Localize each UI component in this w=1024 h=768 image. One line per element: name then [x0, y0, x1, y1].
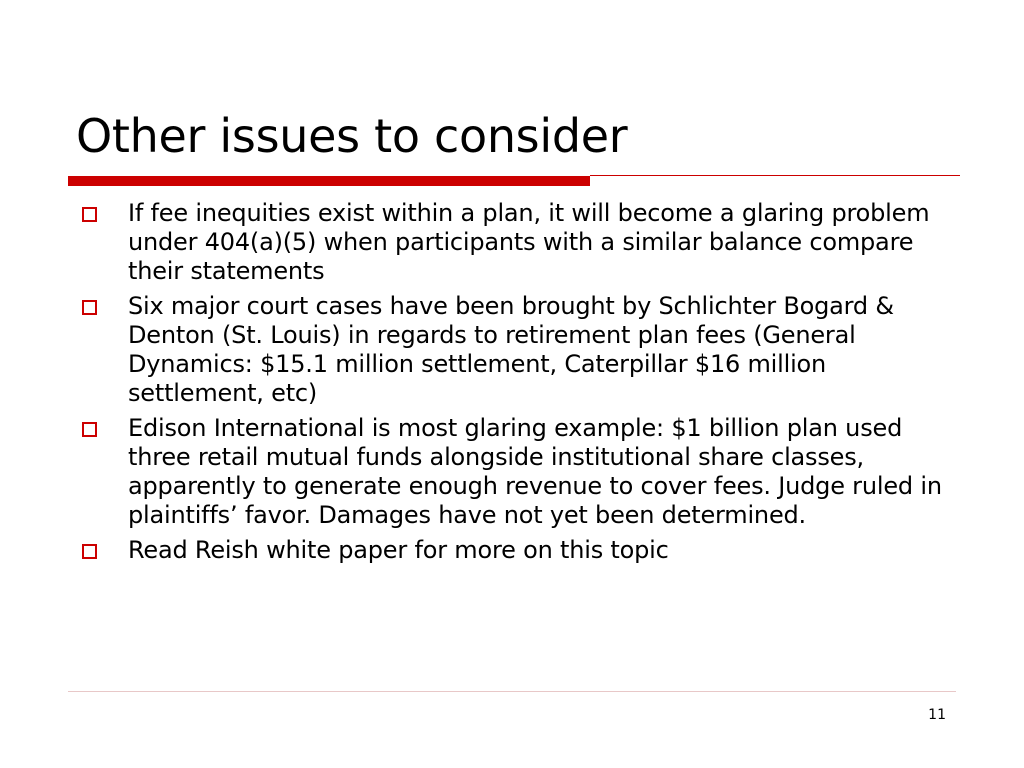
slide-title: Other issues to consider	[76, 109, 628, 163]
hollow-square-bullet-icon	[82, 422, 97, 437]
bullet-text: Edison International is most glaring example: $1 billion plan used three retail mutual funds alongside institutional share classes, apparently to generate enough revenue to cover fees. Judge ruled in plaintiffs’ favor. Damages have not yet been determined.	[128, 414, 942, 529]
bullet-item-fee-inequities	[76, 199, 960, 286]
title-underline-thick	[68, 176, 590, 186]
bullet-text: Six major court cases have been brought by Schlichter Bogard & Denton (St. Louis) in regards to retirement plan fees (General Dynamics: $15.1 million settlement, Caterpillar $16 million settlement, etc)	[128, 292, 894, 407]
bullet-text: If fee inequities exist within a plan, it will become a glaring problem under 404(a)(5) when participants with a similar balance compare their statements	[128, 199, 930, 285]
slide-number: 11	[928, 707, 946, 723]
hollow-square-bullet-icon	[82, 300, 97, 315]
footer-divider	[68, 691, 956, 692]
bullet-item-reish-paper	[76, 536, 960, 565]
bullet-text: Read Reish white paper for more on this topic	[128, 536, 669, 564]
bullet-item-court-cases	[76, 292, 960, 408]
title-underline-thin	[590, 175, 960, 176]
hollow-square-bullet-icon	[82, 544, 97, 559]
bullet-list	[76, 199, 960, 571]
hollow-square-bullet-icon	[82, 207, 97, 222]
bullet-item-edison-example	[76, 414, 960, 530]
